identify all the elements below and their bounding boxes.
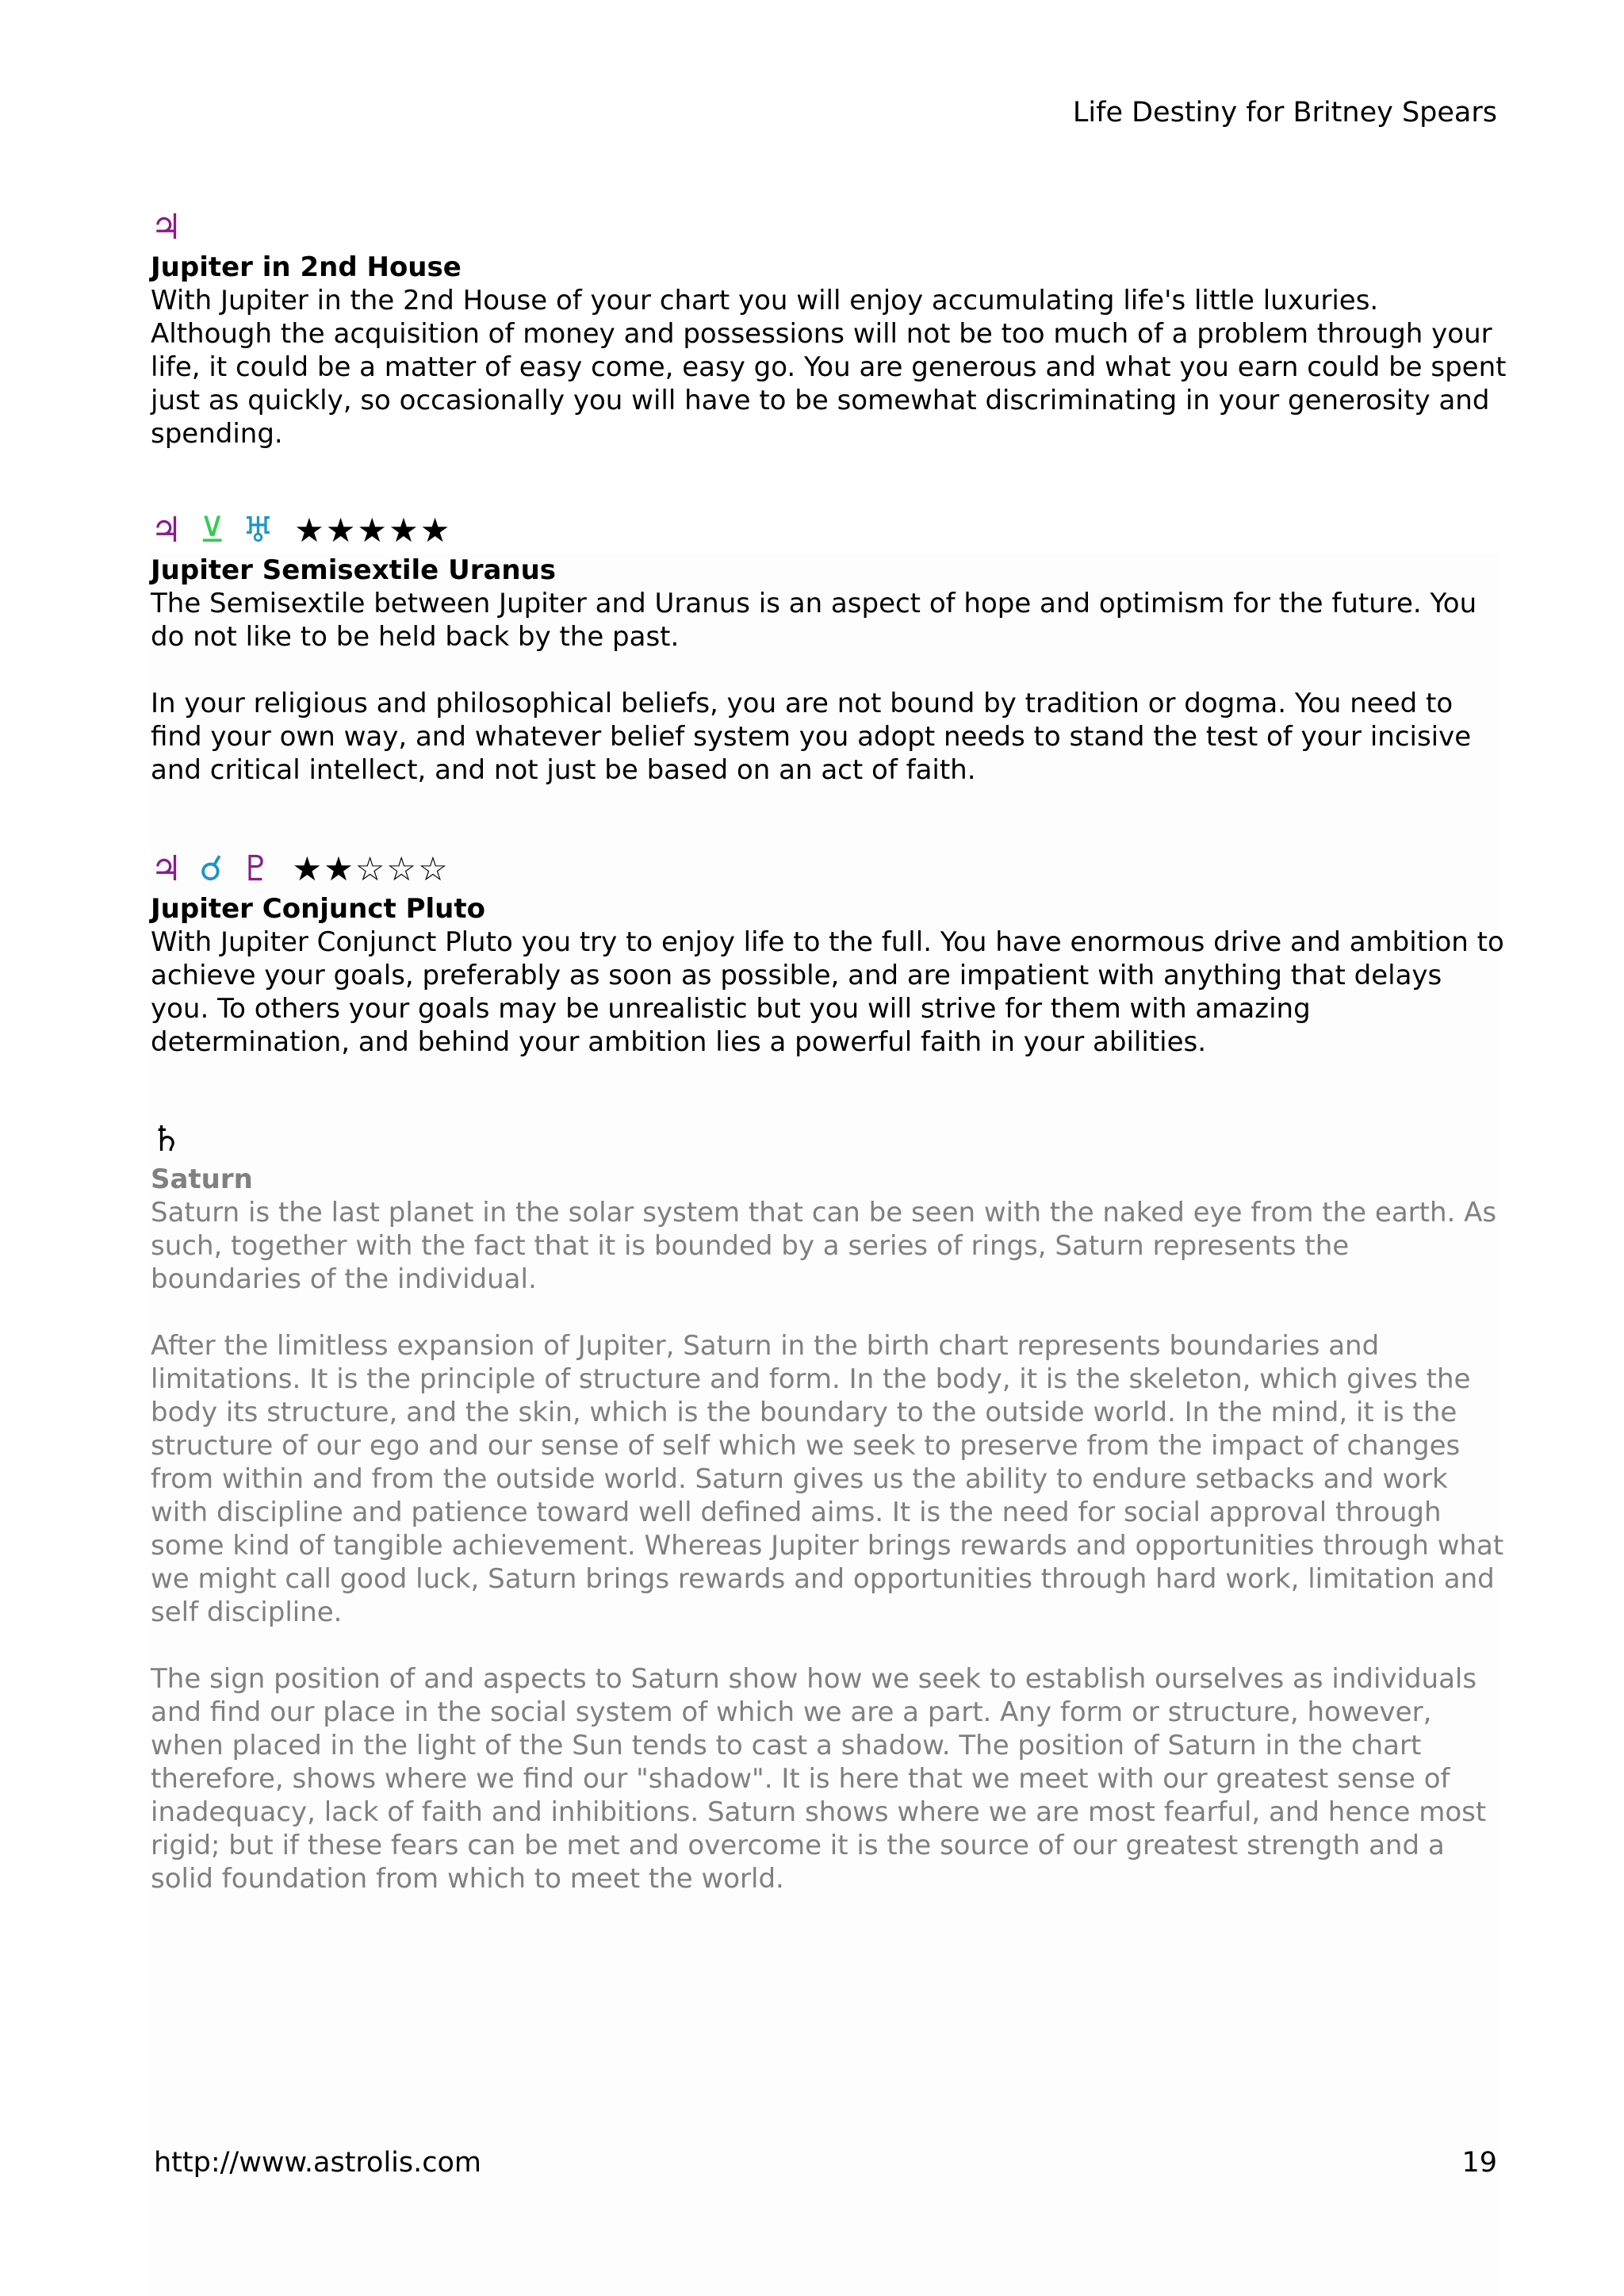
star-rating: ★★☆☆☆ (292, 849, 450, 888)
section-paragraph: The Semisextile between Jupiter and Uranus is an aspect of hope and optimism for the future. You do not like to be held back by the past. (151, 588, 1477, 653)
page-number: 19 (1461, 2147, 1497, 2179)
section-paragraph: With Jupiter in the 2nd House of your chart you will enjoy accumulating life's little luxuries. Although the acquisition of money and possessions will not be too much of a problem through your life, it could be a matter of easy come, easy go. You are generous and what you earn could be spent just as quickly, so occasionally you will have to be somewhat discriminating in your generosity and spending. (151, 285, 1507, 450)
section-jupiter-2nd-house (151, 205, 1507, 450)
section-paragraph: The sign position of and aspects to Saturn show how we seek to establish ourselves as individuals and find our place in the social system of which we are a part. Any form or structure, however, when placed in the light of the Sun tends to cast a shadow. The position of Saturn in the chart therefore, shows where we find our "shadow". It is here that we meet with our greatest sense of inadequacy, lack of faith and inhibitions. Saturn shows where we are most fearful, and hence most rigid; but if these fears can be met and overcome it is the source of our greatest strength and a solid foundation from which to meet the world. (151, 1663, 1487, 1895)
section-jupiter-conjunct-pluto (151, 846, 1507, 1059)
jupiter-icon: ♃ (151, 849, 182, 889)
section-title: Jupiter in 2nd House (151, 251, 462, 283)
glyph-row (151, 1117, 1507, 1163)
star-rating: ★★★★★ (294, 511, 452, 550)
pluto-icon: ♇ (240, 849, 272, 889)
section-title: Jupiter Semisextile Uranus (151, 554, 557, 586)
section-title: Jupiter Conjunct Pluto (151, 893, 485, 925)
document-header-title: Life Destiny for Britney Spears (1072, 97, 1497, 128)
saturn-icon: ♄ (151, 1119, 182, 1159)
glyph-row (151, 508, 1507, 554)
section-paragraph: After the limitless expansion of Jupiter, Saturn in the birth chart represents boundaries and limitations. It is the principle of structure and form. In the body, it is the skeleton, which gives the body its structure, and the skin, which is the boundary to the outside world. In the mind, it is the structure of our ego and our sense of self which we seek to preserve from the impact of changes from within and from the outside world. Saturn gives us the ability to endure setbacks and work with discipline and patience toward well defined aims. It is the need for social approval through some kind of tangible achievement. Whereas Jupiter brings rewards and opportunities through what we might call good luck, Saturn brings rewards and opportunities through hard work, limitation and self discipline. (151, 1330, 1504, 1628)
jupiter-icon: ♃ (151, 207, 182, 247)
conjunct-icon: ☌ (199, 849, 223, 889)
glyph-row (151, 205, 1507, 251)
section-paragraph: In your religious and philosophical beliefs, you are not bound by tradition or dogma. You need to find your own way, and whatever belief system you adopt needs to stand the test of your incisive and critical intellect, and not just be based on an act of faith. (151, 688, 1472, 786)
section-title: Saturn (151, 1163, 253, 1195)
section-paragraph: With Jupiter Conjunct Pluto you try to enjoy life to the full. You have enormous drive and ambition to achieve your goals, preferably as soon as possible, and are impatient with anything that delays you. To others your goals may be unrealistic but you will strive for them with amazing determination, and behind your ambition lies a powerful faith in your abilities. (151, 926, 1504, 1058)
section-saturn (151, 1117, 1507, 1895)
jupiter-icon: ♃ (151, 510, 182, 550)
footer-website-link[interactable]: http://www.astrolis.com (154, 2147, 482, 2179)
section-paragraph: Saturn is the last planet in the solar system that can be seen with the naked eye from the earth. As such, together with the fact that it is bounded by a series of rings, Saturn represents the boundaries of the individual. (151, 1197, 1497, 1295)
glyph-row (151, 846, 1507, 892)
section-jupiter-semisextile-uranus (151, 508, 1507, 787)
uranus-icon: ♅ (242, 510, 274, 550)
semisextile-icon: ⊻ (199, 510, 225, 550)
